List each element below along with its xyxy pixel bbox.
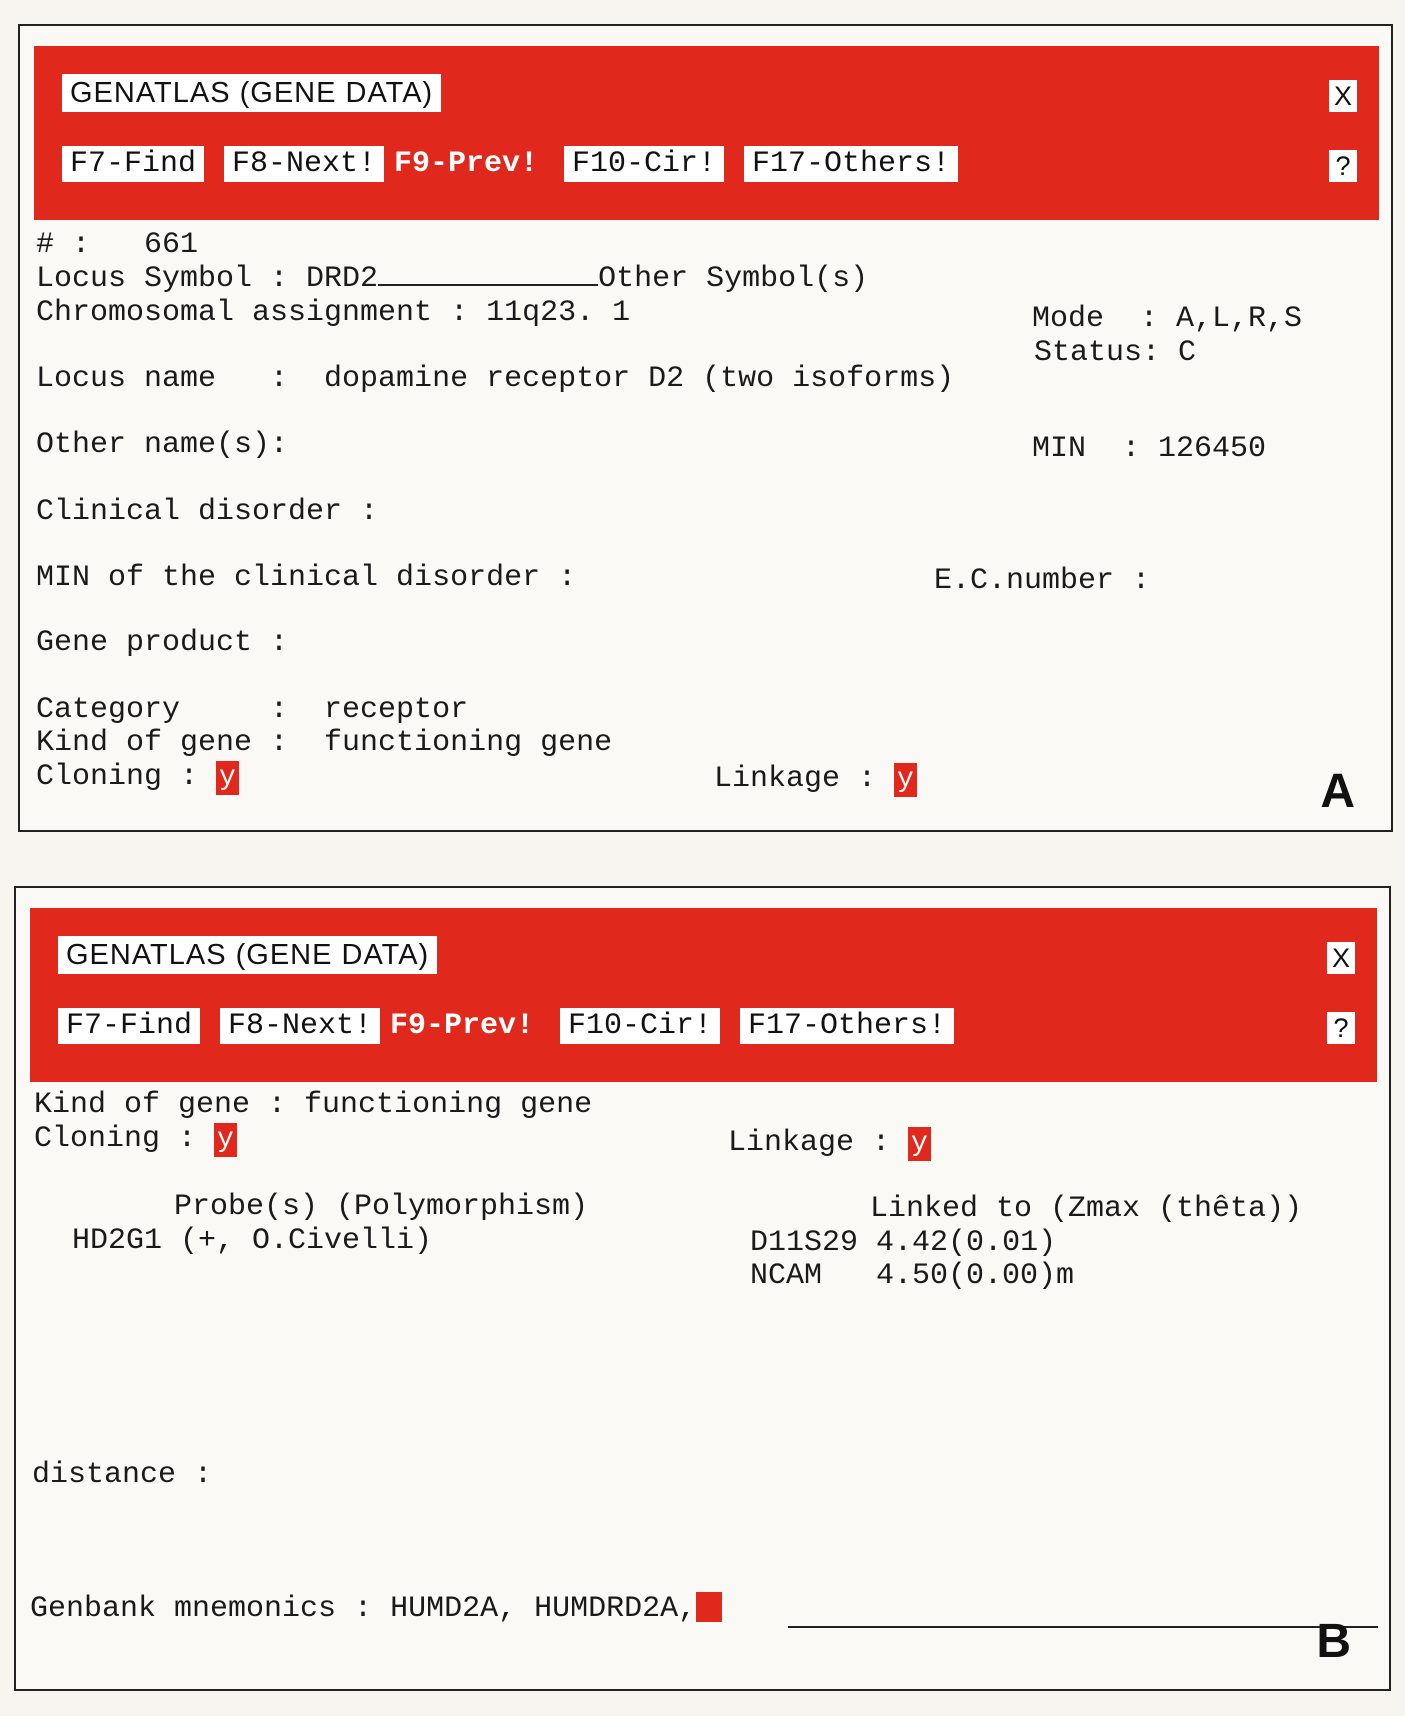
locus-name-row: [36, 362, 954, 396]
linked-marker: NCAM: [750, 1259, 823, 1293]
linkage-row: [728, 1126, 931, 1161]
record-number-row: [36, 228, 198, 262]
cloning-label: Cloning :: [36, 760, 217, 794]
mode-value[interactable]: A,L,R,S: [1176, 302, 1303, 336]
linked-marker: D11S29: [750, 1226, 859, 1260]
linkage-label: Linkage :: [714, 762, 895, 796]
linked-value: 4.50(0.00)m: [876, 1259, 1075, 1293]
others-button[interactable]: F17-Others!: [744, 146, 958, 182]
cloning-flag[interactable]: y: [214, 1123, 237, 1157]
status-row: [1034, 336, 1196, 370]
genbank-value[interactable]: HUMD2A, HUMDRD2A,: [390, 1592, 697, 1626]
window-title: GENATLAS (GENE DATA): [62, 74, 441, 112]
category-row: [36, 693, 468, 727]
circular-button[interactable]: F10-Cir!: [564, 146, 724, 182]
chromosomal-value[interactable]: 11q23. 1: [486, 296, 631, 330]
distance-label: distance :: [32, 1458, 213, 1492]
genbank-label: Genbank mnemonics :: [30, 1592, 391, 1626]
locus-symbol-underline: [378, 262, 598, 286]
min-clinical-label: MIN of the clinical disorder :: [36, 561, 577, 595]
panel-letter-b: B: [1316, 1615, 1351, 1668]
cloning-label: Cloning :: [34, 1122, 215, 1156]
cloning-row: [34, 1122, 237, 1157]
gene-record-panel-a: [18, 24, 1393, 832]
linked-row[interactable]: [750, 1259, 1074, 1293]
locus-symbol-row: [36, 262, 868, 296]
other-names-label: Other name(s):: [36, 428, 289, 462]
genbank-row: [30, 1592, 722, 1626]
others-button[interactable]: F17-Others!: [740, 1008, 954, 1044]
category-value[interactable]: receptor: [324, 693, 469, 727]
close-button[interactable]: X: [1329, 80, 1357, 112]
kind-value[interactable]: functioning gene: [324, 726, 613, 760]
locus-name-label: Locus name :: [36, 362, 325, 396]
locus-symbol-field[interactable]: DRD2: [306, 262, 379, 296]
next-button[interactable]: F8-Next!: [220, 1008, 380, 1044]
linkage-row: [714, 762, 917, 797]
gene-product-label: Gene product :: [36, 626, 289, 660]
close-button[interactable]: X: [1327, 942, 1355, 974]
chromosomal-row: [36, 296, 630, 330]
status-value[interactable]: C: [1178, 336, 1197, 370]
find-button[interactable]: F7-Find: [62, 146, 204, 182]
window-title: GENATLAS (GENE DATA): [58, 936, 437, 974]
kind-label: Kind of gene :: [34, 1088, 305, 1122]
linked-value: 4.42(0.01): [876, 1226, 1057, 1260]
locus-name-value[interactable]: dopamine receptor D2 (two isoforms): [324, 362, 955, 396]
mode-label: Mode :: [1032, 302, 1177, 336]
min-label: MIN :: [1032, 432, 1159, 466]
locus-symbol-label: Locus Symbol :: [36, 262, 307, 296]
help-button[interactable]: ?: [1327, 1012, 1355, 1044]
probe-item[interactable]: HD2G1 (+, O.Civelli): [72, 1224, 433, 1258]
other-symbols-label: Other Symbol(s): [598, 262, 869, 296]
chromosomal-label: Chromosomal assignment :: [36, 296, 487, 330]
linked-row[interactable]: [750, 1226, 1056, 1260]
text-cursor: [696, 1592, 722, 1622]
linkage-flag[interactable]: y: [894, 763, 917, 797]
kind-row: [34, 1088, 592, 1122]
panel-letter-a: A: [1320, 765, 1355, 818]
gene-record-panel-b: [14, 886, 1391, 1691]
mode-row: [1032, 302, 1302, 336]
min-value[interactable]: 126450: [1158, 432, 1267, 466]
linkage-flag[interactable]: y: [908, 1127, 931, 1161]
prev-button[interactable]: F9-Prev!: [394, 147, 539, 181]
linkage-label: Linkage :: [728, 1126, 909, 1160]
status-label: Status:: [1034, 336, 1179, 370]
next-button[interactable]: F8-Next!: [224, 146, 384, 182]
prev-button[interactable]: F9-Prev!: [390, 1009, 535, 1043]
ec-number-label: E.C.number :: [934, 564, 1151, 598]
category-label: Category :: [36, 693, 325, 727]
linked-header: Linked to (Zmax (thêta)): [870, 1192, 1303, 1226]
probes-header: Probe(s) (Polymorphism): [174, 1190, 589, 1224]
kind-label: Kind of gene :: [36, 726, 325, 760]
record-label: # :: [36, 228, 91, 262]
cloning-flag[interactable]: y: [216, 761, 239, 795]
record-number: 661: [144, 228, 199, 262]
kind-row: [36, 726, 612, 760]
title-bar: [34, 46, 1379, 220]
cloning-row: [36, 760, 239, 795]
clinical-disorder-label: Clinical disorder :: [36, 495, 379, 529]
genbank-underline: [788, 1626, 1378, 1628]
help-button[interactable]: ?: [1329, 150, 1357, 182]
kind-value[interactable]: functioning gene: [304, 1088, 593, 1122]
circular-button[interactable]: F10-Cir!: [560, 1008, 720, 1044]
title-bar: [30, 908, 1377, 1082]
min-row: [1032, 432, 1266, 466]
find-button[interactable]: F7-Find: [58, 1008, 200, 1044]
